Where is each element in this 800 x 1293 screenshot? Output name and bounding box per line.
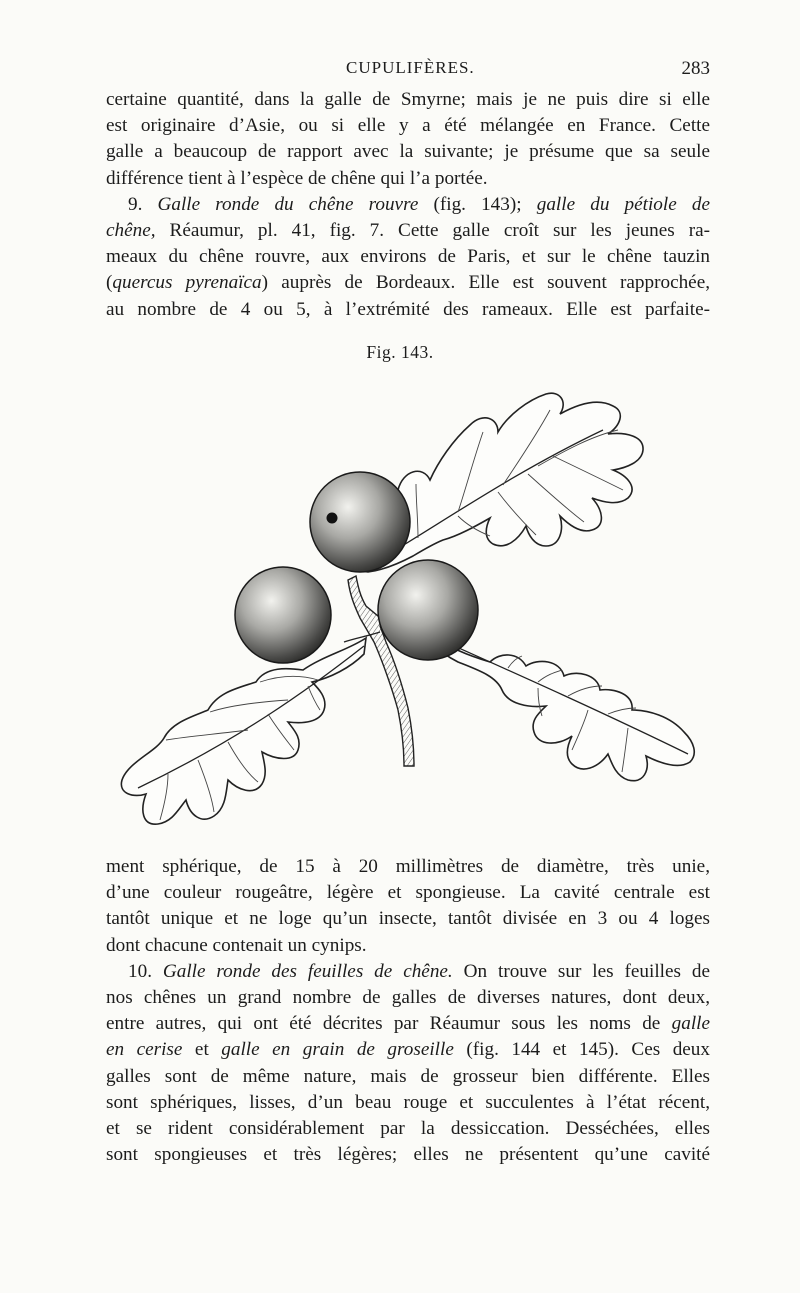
text-block-bottom [106,854,710,1168]
synonym: chêne, [106,219,156,241]
item-10-line-7: et se rident considérablement par la dessiccation. Desséchées, elles [106,1117,710,1139]
text-line: d’une couleur rougeâtre, légère et spongieuse. La cavité centrale est [106,882,710,904]
text-line: tantôt unique et ne loge qu’un insecte, tantôt divisée en 3 ou 4 loges [106,908,710,930]
item-9-line-4 [106,270,710,296]
item-10-line-3 [106,1011,710,1037]
item-9-line-5: au nombre de 4 ou 5, à l’extrémité des rameaux. Elle est parfaite- [106,298,710,320]
page-header [106,58,710,84]
gall-exit-hole [327,513,338,524]
figure-caption: Fig. 143. [366,342,434,362]
text-run: On trouve sur les feuilles de [463,960,710,982]
item-10-line-8: sont spongieuses et très légères; elles ne présentent qu’une cavité [106,1144,710,1166]
text-line: différence tient à l’espèce de chêne qui l’a portée. [106,167,488,189]
text-block-top [106,87,710,323]
oak-leaf-lower-left [121,638,366,824]
figure-reference: (fig. 144 et 145). Ces deux [466,1039,710,1061]
text-line: dont chacune contenait un cynips. [106,934,367,956]
text-line: galle a beaucoup de rapport avec la suivante; je présume que sa seule [106,141,710,163]
text-line: ment sphérique, de 15 à 20 millimètres de diamètre, très unie, [106,856,710,877]
gall-sphere-left [235,567,331,663]
gall-name: en cerise [106,1039,183,1061]
item-9-line-2 [106,218,710,244]
item-10-line-4 [106,1037,710,1063]
item-number: 10. [128,960,152,982]
item-number: 9. [128,193,143,215]
species-name: quercus pyrenaïca [112,272,262,294]
page-number: 283 [681,58,710,79]
text-run: Réaumur, pl. 41, fig. 7. Cette galle croît sur les jeunes ra- [169,219,710,241]
gall-name: galle [671,1013,710,1035]
item-title: Galle ronde du chêne rouvre [157,193,419,215]
item-10-line-1 [106,959,710,985]
item-title: Galle ronde des feuilles de chêne. [162,960,453,982]
text-run: ( [106,272,113,294]
text-line: certaine quantité, dans la galle de Smyrne; mais je ne puis dire si elle [106,89,710,110]
gall-sphere-top [310,472,410,572]
text-line: est originaire d’Asie, ou si elle y a été mélangée en France. Cette [106,115,710,137]
item-9-line-1 [106,192,710,218]
gall-name: galle en grain de groseille [221,1039,454,1061]
text-run: ) auprès de Bordeaux. Elle est souvent rapprochée, [261,272,710,294]
item-9-line-3: meaux du chêne rouvre, aux environs de Paris, et sur le chêne tauzin [106,246,710,268]
oak-gall-illustration [98,370,708,840]
oak-leaf-lower-right [428,632,694,781]
item-10-line-2: nos chênes un grand nombre de galles de diverses natures, dont deux, [106,986,710,1008]
gall-sphere-right [378,560,478,660]
item-10-line-6: sont sphériques, lisses, d’un beau rouge et succulentes à l’état récent, [106,1091,710,1113]
oak-branch-engraving [98,370,708,840]
text-run: entre autres, qui ont été décrites par Réaumur sous les noms de [106,1013,661,1035]
running-title: CUPULIFÈRES. [346,58,475,77]
item-10-line-5: galles sont de même nature, mais de grosseur bien différente. Elles [106,1065,710,1087]
figure-reference: (fig. 143); [433,193,522,215]
text-run: et [194,1039,209,1061]
synonym: galle du pétiole de [536,193,710,215]
